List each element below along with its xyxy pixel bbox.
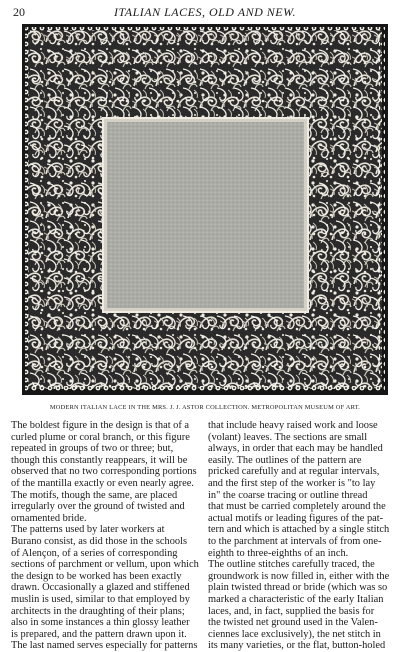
text-line: to the parchment at intervals of from one- bbox=[208, 535, 382, 547]
text-line: ciennes lace exclusively), the net stitch in bbox=[208, 628, 381, 640]
text-line: repeated in groups of two or three; but, bbox=[11, 443, 174, 455]
text-line: marked a characteristic of the early Italian bbox=[208, 593, 384, 605]
text-line: easily. The outlines of the pattern are bbox=[208, 454, 362, 466]
text-line: sections of parchment or vellum, upon which bbox=[11, 559, 199, 571]
text-line: its many varieties, or the flat, button-holed bbox=[208, 640, 386, 652]
lace-photograph bbox=[22, 24, 388, 395]
text-line: of the mantilla exactly or even nearly agree. bbox=[11, 477, 194, 489]
text-line: of Alençon, of a series of corresponding bbox=[11, 547, 178, 559]
text-line: and the first step of the worker is "to lay bbox=[208, 477, 376, 489]
left-text-column bbox=[11, 420, 203, 652]
text-line: actual motifs or leading figures of the pat- bbox=[208, 512, 384, 524]
text-line: tern and which is attached by a single stitch bbox=[208, 524, 390, 536]
text-line: The outline stitches carefully traced, the bbox=[208, 559, 375, 571]
text-line: that include heavy raised work and loose bbox=[208, 420, 378, 431]
text-line: The boldest figure in the design is that of a bbox=[11, 420, 190, 431]
text-line: The motifs, though the same, are placed bbox=[11, 489, 178, 501]
running-title: ITALIAN LACES, OLD AND NEW. bbox=[114, 5, 296, 19]
text-line: pricked carefully and at regular intervals, bbox=[208, 466, 380, 478]
text-line: also in some instances a thin glossy leather bbox=[11, 617, 190, 629]
right-text-column bbox=[208, 420, 400, 652]
text-line: Burano consist, as did those in the schools bbox=[11, 535, 188, 547]
text-line: in" the coarse tracing or outline thread bbox=[208, 489, 368, 501]
text-line: drawn. Occasionally a glazed and stiffened bbox=[11, 582, 190, 594]
text-line: though this constantly reappears, it will be bbox=[11, 454, 188, 466]
page-number: 20 bbox=[13, 5, 25, 19]
text-line: The last named serves especially for patterns bbox=[11, 640, 198, 652]
text-line: plain twisted thread or bride (which was so bbox=[208, 582, 388, 594]
plate-caption: MODERN ITALIAN LACE IN THE MRS. J. J. ASTOR COLLECTION. METROPOLITAN MUSEUM OF ART. bbox=[49, 404, 361, 411]
text-line: observed that no two corresponding portions bbox=[11, 466, 197, 478]
text-line: curled plume or coral branch, or this figure bbox=[11, 431, 190, 443]
text-line: the design to be worked has been exactly bbox=[11, 570, 182, 582]
text-line: (volant) leaves. The sections are small bbox=[208, 431, 368, 443]
text-line: laces, and, in fact, supplied the basis for bbox=[208, 605, 375, 617]
text-line: ornamented bride. bbox=[11, 512, 87, 524]
page-header bbox=[0, 0, 410, 22]
text-line: is prepared, and the pattern drawn upon it. bbox=[11, 628, 187, 640]
text-line: muslin is used, similar to that employed by bbox=[11, 593, 190, 605]
text-line: irregularly over the ground of twisted and bbox=[11, 501, 185, 513]
text-line: the twisted net ground used in the Valen- bbox=[208, 617, 378, 629]
text-line: always, in order that each may be handled bbox=[208, 443, 383, 455]
text-line: architects in the draughting of their plans; bbox=[11, 605, 185, 617]
text-line: that must be carried completely around the bbox=[208, 501, 386, 513]
lace-mantilla-image bbox=[22, 24, 388, 395]
text-line: The patterns used by later workers at bbox=[11, 524, 165, 536]
text-line: eighth to three-eighths of an inch. bbox=[208, 547, 349, 559]
text-line: groundwork is now filled in, either with the bbox=[208, 570, 390, 582]
